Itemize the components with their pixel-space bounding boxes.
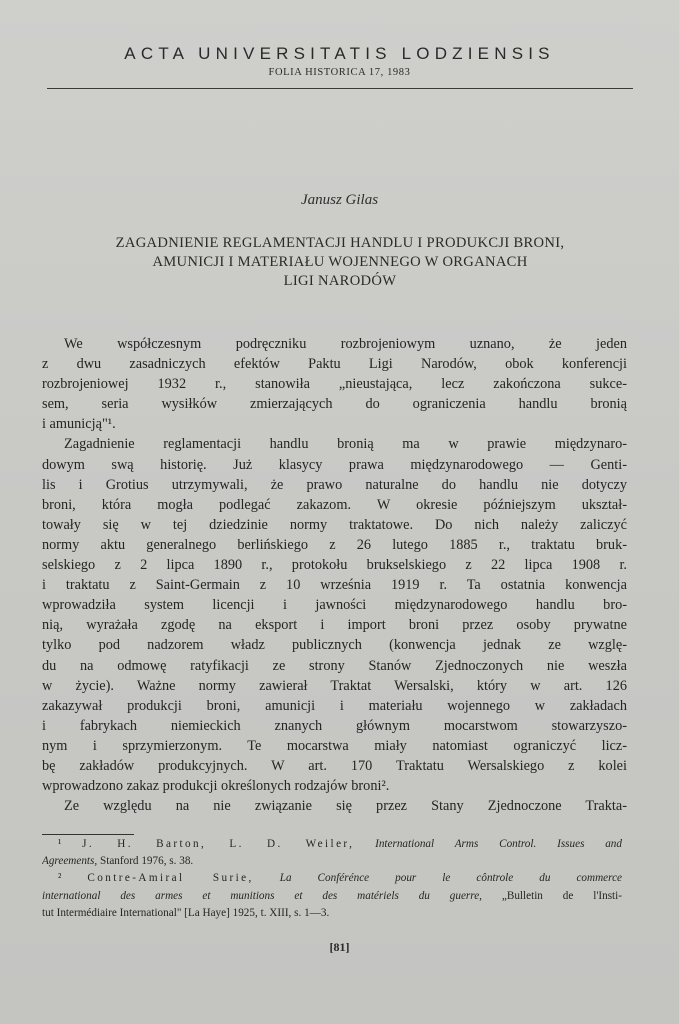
body-line: nym i sprzymierzonym. Te mocarstwa miały natomiast ograniczyć licz- [42, 737, 627, 754]
journal-series: FOLIA HISTORICA 17, 1983 [268, 67, 411, 78]
body-line: dowym swą historię. Już klasycy prawa międzynarodowego — Genti- [42, 456, 627, 473]
body-line: Ze względu na nie związanie się przez Stany Zjednoczone Trakta- [64, 798, 627, 815]
footnote-title: Agreements, [42, 855, 98, 868]
footnote-title: International Arms Control. Issues and [375, 838, 622, 850]
body-line: z dwu zasadniczych efektów Paktu Ligi Narodów, obok konferencji [42, 356, 627, 373]
title-line: AMUNICJI I MATERIAŁU WOJENNEGO W ORGANACH [152, 254, 528, 270]
footnotes [42, 836, 622, 922]
body-line: nią, wyrażała zgodę na eksport i import broni przez osoby prywatne [42, 617, 627, 634]
body-line: broni, która mogła podlegać zakazom. W okresie późniejszym ukształ- [42, 496, 627, 513]
footnote-divider [42, 834, 134, 835]
page-number: [81] [329, 940, 350, 954]
header-divider [47, 88, 633, 89]
footnote-mark: ² [58, 872, 62, 885]
footnote-1-line [42, 853, 622, 870]
journal-name: ACTA UNIVERSITATIS LODZIENSIS [124, 44, 555, 63]
body-line: zakazywał produkcji broni, amunicji i materiału wojennego w zakładach [42, 697, 627, 714]
body-line: sem, seria wysiłków zmierzających do ograniczenia handlu bronią [42, 396, 627, 413]
footnote-2-line: tut Intermédiaire International" [La Haye] 1925, t. XIII, s. 1—3. [42, 906, 330, 919]
body-line: rozbrojeniowej 1932 r., stanowiła „nieustająca, lecz zakończona sukce- [42, 376, 627, 393]
body-line: We współczesnym podręczniku rozbrojeniowym uznano, że jeden [64, 336, 627, 352]
body-line: towały się w tej dziedzinie normy traktatowe. Do nich należy zaliczyć [42, 516, 627, 533]
body-line: i amunicją"¹. [42, 416, 116, 433]
footnote-author: Contre-Amiral Surie, [87, 872, 254, 885]
body-line: selskiego z 2 lipca 1890 r., protokołu brukselskiego z 22 lipca 1908 r. [42, 557, 627, 574]
body-line: wprowadzono zakaz produkcji określonych rodzajów broni². [42, 778, 390, 795]
body-line: lis i Grotius utrzymywali, że prawo naturalne do handlu nie dotyczy [42, 476, 627, 493]
body-line: tylko pod nadzorem władz publicznych (konwencja jednak ze wzglę- [42, 637, 627, 654]
footnote-title: La Conférénce pour le côntrole du commerce [279, 872, 622, 885]
article-title [40, 234, 640, 291]
footnote-2-line [42, 888, 622, 905]
title-line: ZAGADNIENIE REGLAMENTACJI HANDLU I PRODUKCJI BRONI, [115, 235, 565, 251]
article-body [42, 334, 627, 816]
article-author: Janusz Gilas [300, 192, 379, 208]
body-line: i fabrykach niemieckich znanych głównym mocarstwom stowarzyszo- [42, 717, 627, 734]
footnote-text: Stanford 1976, s. 38. [100, 855, 194, 868]
body-line: w życie). Ważne normy zawierał Traktat Wersalski, który w art. 126 [42, 677, 627, 694]
body-line: normy aktu generalnego berlińskiego z 26 lutego 1885 r., traktatu bruk- [42, 536, 627, 553]
footnote-author: J. H. Barton, L. D. Weiler, [82, 838, 355, 850]
footnote-title: international des armes et munitions et des matériels du guerre, [42, 889, 482, 902]
body-line: bę zakładów produkcyjnych. W art. 170 Traktatu Wersalskiego z kolei [42, 757, 627, 774]
body-line: du na odmowę ratyfikacji ze strony Stanów Zjednoczonych nie weszła [42, 657, 627, 674]
body-line: wprowadziła system licencji i jawności międzynarodowego handlu bro- [42, 597, 627, 614]
body-line: i traktatu z Saint-Germain z 10 września 1919 r. Ta ostatnia konwencja [42, 577, 627, 594]
footnote-2-line [42, 870, 622, 887]
body-line: Zagadnienie reglamentacji handlu bronią ma w prawie międzynaro- [64, 436, 627, 453]
footnote-1-line [42, 836, 622, 853]
footnote-text: „Bulletin de l'Insti- [501, 889, 622, 902]
footnote-mark: ¹ [58, 838, 62, 850]
title-line: LIGI NARODÓW [283, 273, 397, 289]
